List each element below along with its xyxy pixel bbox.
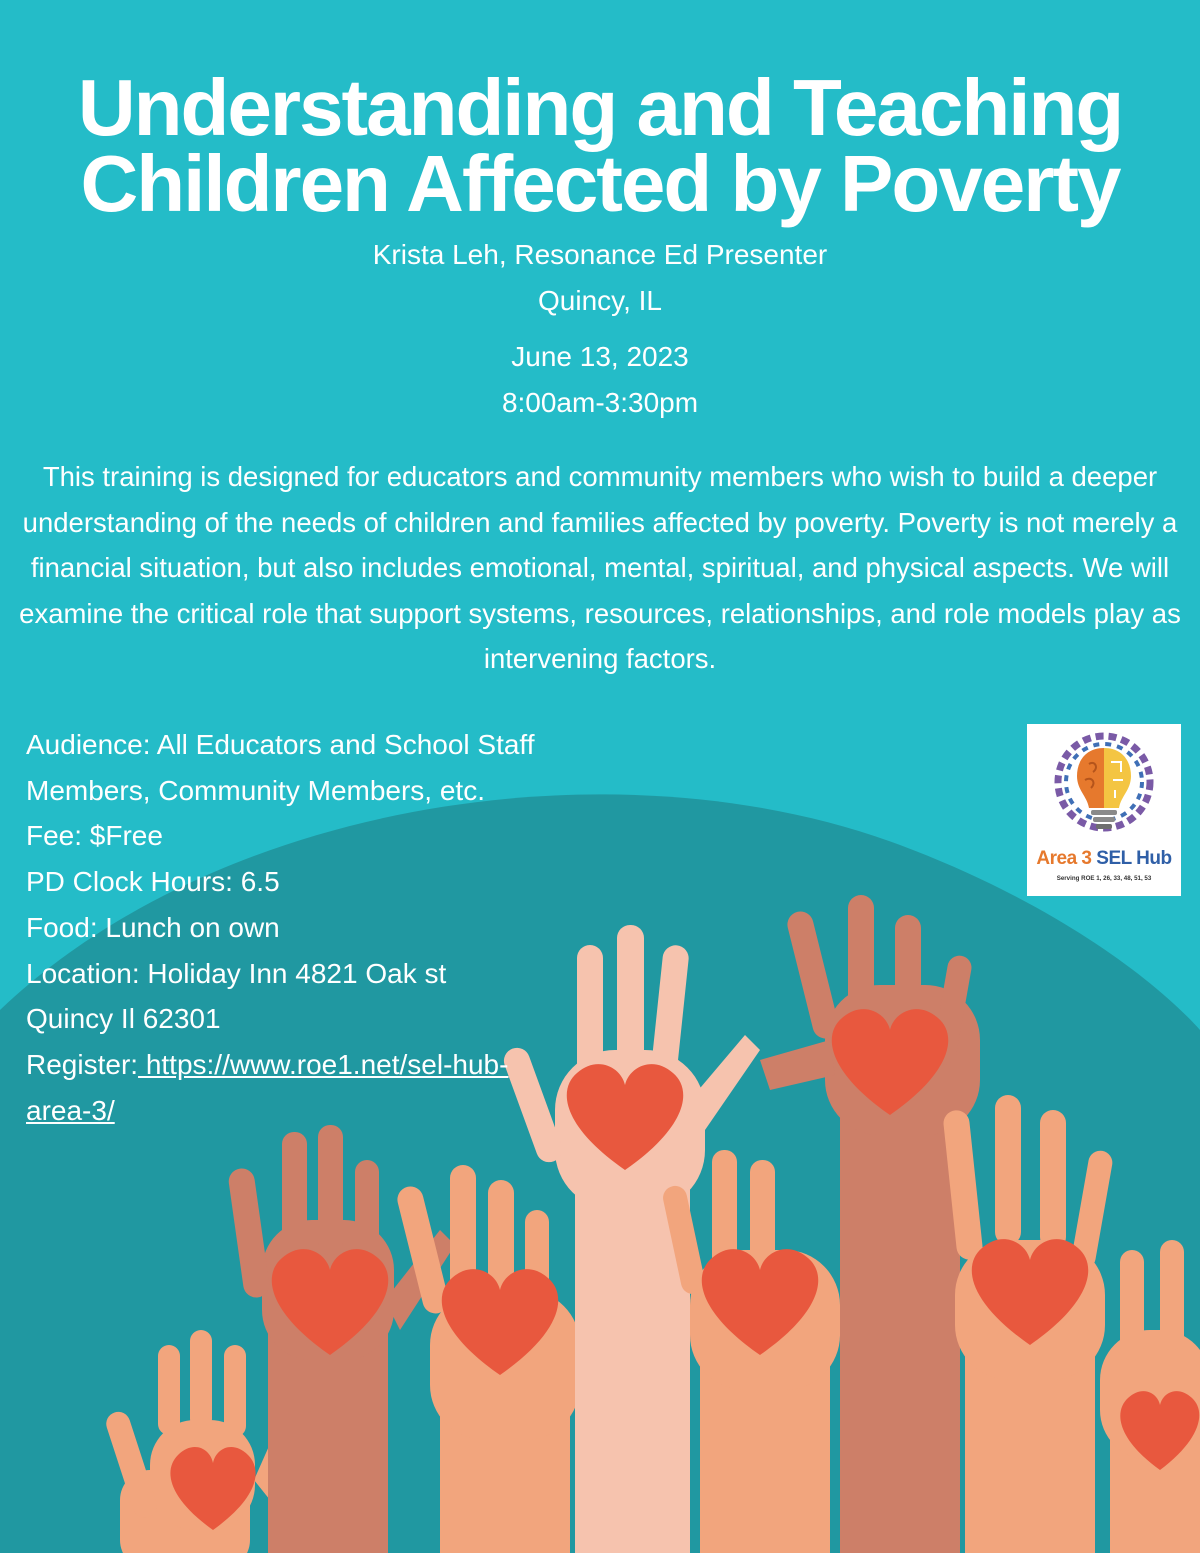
title-line-1: Understanding and Teaching: [77, 63, 1123, 152]
presenter-line: Krista Leh, Resonance Ed Presenter: [372, 239, 828, 270]
event-date: June 13, 2023: [511, 341, 689, 372]
audience-detail: Audience: All Educators and School Staff Members, Community Members, etc.: [26, 729, 535, 806]
food-detail: Food: Lunch on own: [26, 911, 280, 943]
register-detail: [26, 1042, 536, 1133]
fee-detail: Fee: $Free: [26, 820, 163, 852]
logo-subtitle: Serving ROE 1, 26, 33, 48, 51, 53: [1056, 875, 1152, 882]
city-line: Quincy, IL: [538, 285, 662, 316]
logo-name: [1027, 848, 1181, 870]
training-description: This training is designed for educators and community members who wish to build a deeper understanding of the needs of children and families affected by poverty. Poverty is not merely a financial situation, but also includes emotional, mental, spiritual, and physical aspects. We will examine the critical role that support systems, resources, relationships, and role models play as intervening factors.: [19, 461, 1181, 674]
logo-name-selhub: SEL Hub: [1096, 848, 1172, 869]
logo-name-area3: Area 3: [1036, 848, 1092, 869]
flyer-title: [0, 63, 1200, 228]
event-time: 8:00am-3:30pm: [501, 387, 699, 418]
event-details-list: [26, 722, 536, 1133]
lightbulb-brain-icon: [1027, 724, 1181, 848]
title-line-2: Children Affected by Poverty: [80, 139, 1120, 228]
pd-hours-detail: PD Clock Hours: 6.5: [26, 866, 280, 898]
location-detail: Location: Holiday Inn 4821 Oak st Quincy Il 62301: [26, 957, 447, 1035]
register-label: Register:: [26, 1048, 139, 1080]
register-link[interactable]: https://www.roe1.net/sel-hub-area-3/: [26, 1048, 509, 1126]
area3-sel-hub-logo: [1027, 724, 1181, 896]
